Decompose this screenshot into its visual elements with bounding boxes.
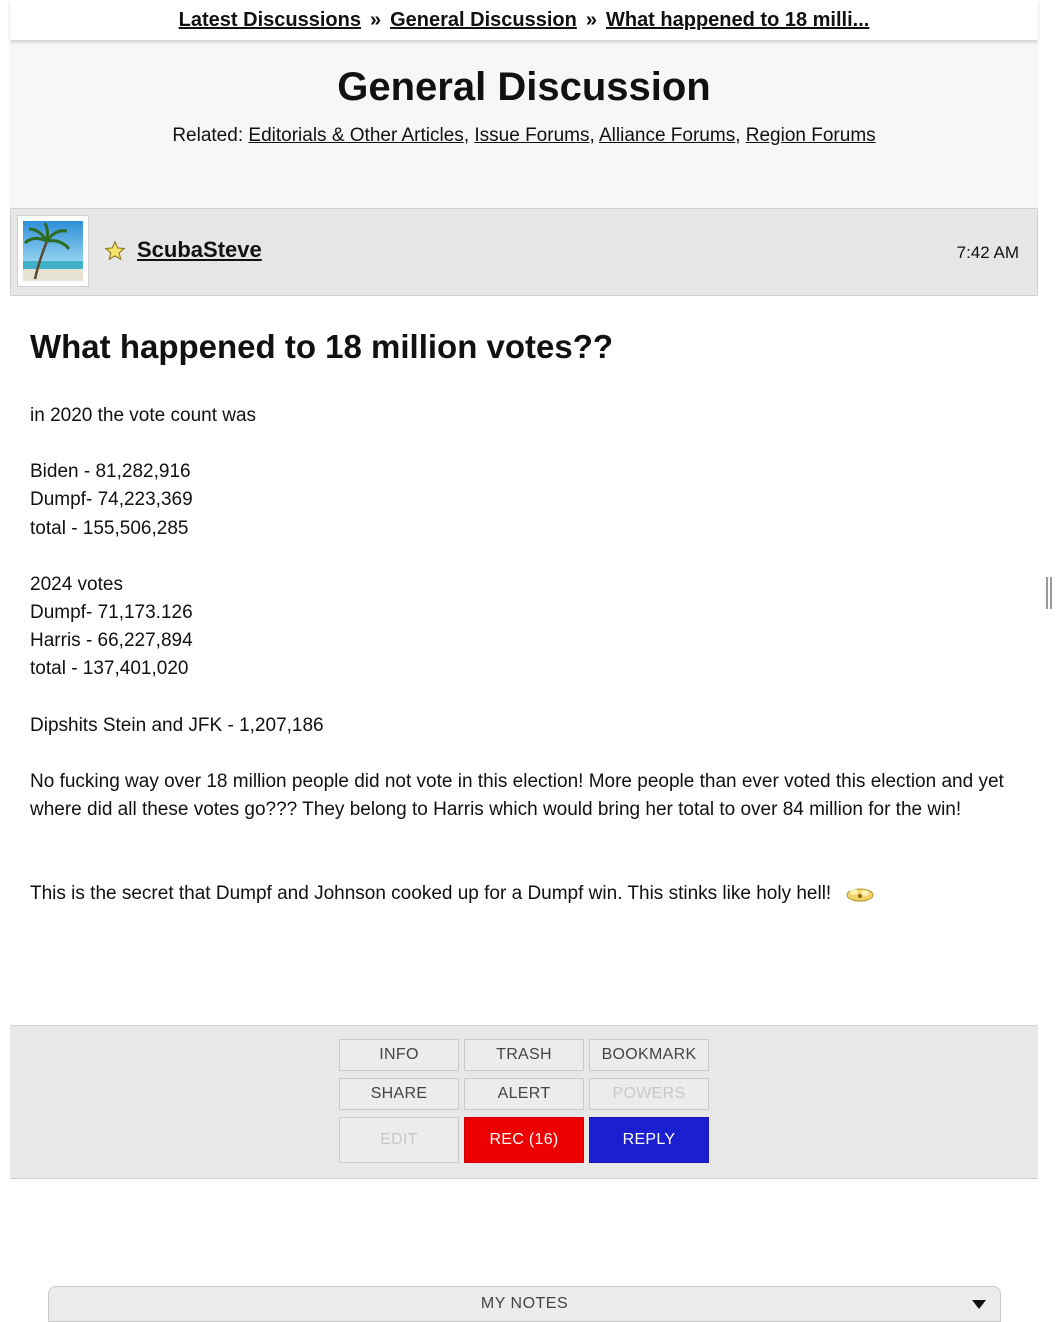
- edit-button: EDIT: [339, 1117, 459, 1163]
- post-line: in 2020 the vote count was: [30, 405, 257, 426]
- forum-header: [10, 41, 1038, 208]
- share-button[interactable]: SHARE: [339, 1078, 459, 1110]
- post-line: Harris - 66,227,894: [30, 630, 193, 652]
- post-line: total - 155,506,285: [30, 517, 189, 539]
- reply-button[interactable]: REPLY: [589, 1117, 709, 1163]
- post-paragraph-text: This is the secret that Dumpf and Johnson cooked up for a Dumpf win. This stinks like holy hell!: [30, 883, 832, 905]
- scroll-handle[interactable]: [1046, 577, 1052, 609]
- info-button[interactable]: INFO: [339, 1039, 459, 1071]
- forum-title: General Discussion: [337, 65, 711, 109]
- bookmark-button[interactable]: BOOKMARK: [589, 1039, 709, 1071]
- avatar-palm-beach-image: [23, 221, 83, 281]
- breadcrumb-general-discussion[interactable]: General Discussion: [390, 9, 577, 31]
- breadcrumb-current-thread[interactable]: What happened to 18 milli...: [605, 9, 870, 31]
- powers-button: POWERS: [589, 1078, 709, 1110]
- post-line: total - 137,401,020: [30, 658, 189, 680]
- post-line: Dipshits Stein and JFK - 1,207,186: [30, 714, 324, 736]
- star-icon: [104, 240, 126, 262]
- post-paragraph-last: [30, 880, 1015, 908]
- post-title: What happened to 18 million votes??: [30, 328, 614, 365]
- related-links: Related: Editorials & Other Articles, Issue Forums, Alliance Forums, Region Forums: [172, 125, 876, 146]
- page: [10, 0, 1038, 1312]
- post-line: Biden - 81,282,916: [30, 461, 191, 483]
- post-line: 2024 votes: [30, 573, 123, 595]
- post-text: [30, 402, 1015, 908]
- recommend-button[interactable]: REC (16): [464, 1117, 584, 1163]
- my-notes-label: MY NOTES: [480, 1295, 569, 1312]
- related-link-editorials[interactable]: Editorials & Other Articles: [248, 125, 464, 146]
- related-link-region-forums[interactable]: Region Forums: [745, 125, 876, 146]
- post-paragraph: No fucking way over 18 million people did not vote in this election! More people than ever voted this election and yet where did all these votes go??? They belong to Harris which would bring her total to over 84 million for the win!: [30, 770, 1004, 821]
- related-link-issue-forums[interactable]: Issue Forums: [474, 125, 590, 146]
- author-username[interactable]: ScubaSteve: [137, 237, 262, 262]
- post-line: Dumpf- 71,173.126: [30, 602, 193, 624]
- related-label: Related:: [172, 125, 244, 146]
- alert-button[interactable]: ALERT: [464, 1078, 584, 1110]
- breadcrumb: [10, 0, 1038, 40]
- post-time: 7:42 AM: [956, 243, 1019, 262]
- action-panel: [10, 1025, 1038, 1179]
- breadcrumb-separator: »: [369, 9, 382, 31]
- my-notes-toggle[interactable]: [48, 1286, 1001, 1322]
- emoji-icon: [845, 884, 875, 904]
- post-header: [10, 208, 1038, 296]
- chevron-down-icon: [972, 1300, 986, 1309]
- related-link-alliance-forums[interactable]: Alliance Forums: [598, 125, 736, 146]
- avatar[interactable]: [17, 215, 89, 287]
- breadcrumb-separator: »: [585, 9, 597, 31]
- breadcrumb-latest-discussions[interactable]: Latest Discussions: [178, 9, 361, 31]
- trash-button[interactable]: TRASH: [464, 1039, 584, 1071]
- post-line: Dumpf- 74,223,369: [30, 489, 193, 511]
